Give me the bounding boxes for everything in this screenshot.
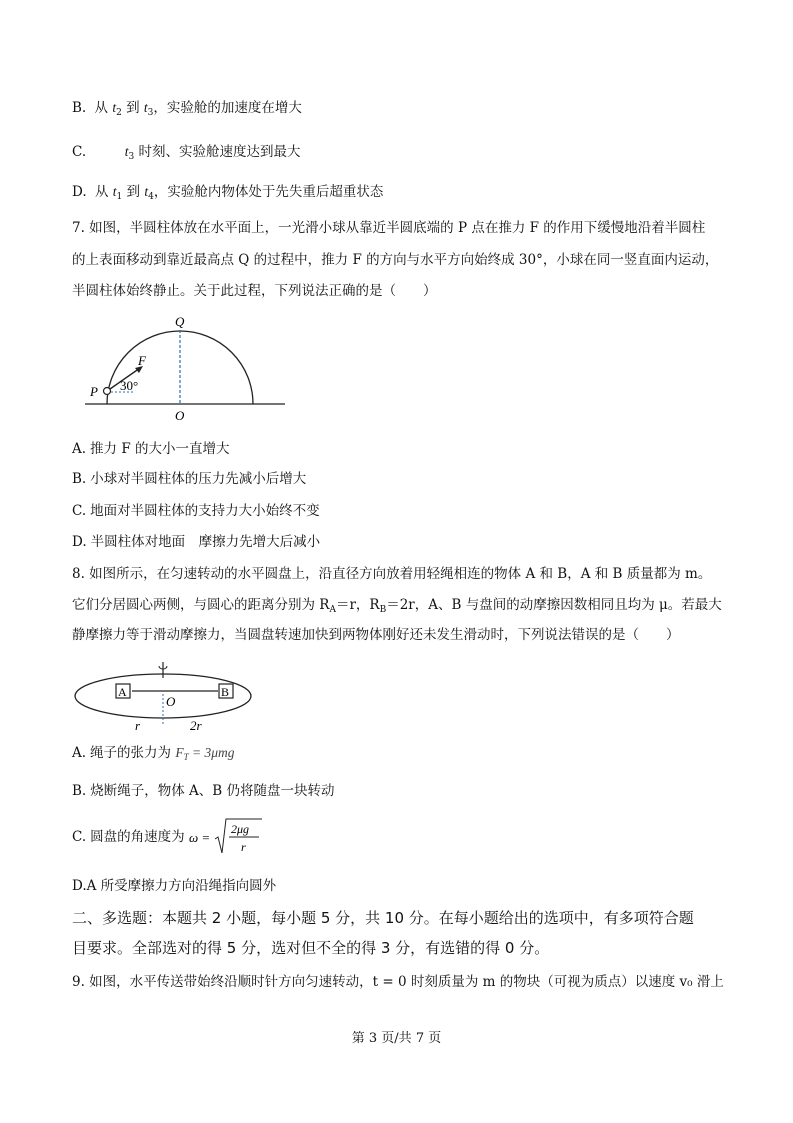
- label-b: B: [221, 685, 230, 699]
- ball-p: [104, 388, 111, 395]
- q7-stem-line-2: 的上表面移动到靠近最高点 Q 的过程中，推力 F 的方向与水平方向始终成 30°，小球在同一竖直面内运动，: [72, 252, 719, 268]
- q8-option-a: A. 绳子的张力为 $F_T = 3\mu mg$: [72, 745, 235, 762]
- label-r: r: [135, 718, 141, 733]
- q6-option-b: B. 从 $t_2$ 到 $t_3$，实验舱的加速度在增大: [72, 100, 302, 118]
- svg-text:r: r: [241, 840, 246, 854]
- q7-option-b: B. 小球对半圆柱体的压力先减小后增大: [72, 471, 307, 487]
- label-o: O: [166, 694, 176, 709]
- q7-stem-line-3: 半圆柱体始终静止。关于此过程，下列说法正确的是（ ）: [72, 283, 437, 299]
- q8-stem-line-1: 8. 如图所示，在匀速转动的水平圆盘上，沿直径方向放着用轻绳相连的物体 A 和 B，A 和 B 质量都为 m。: [72, 566, 712, 582]
- q8-option-c: C. 圆盘的角速度为: [72, 829, 185, 845]
- q7-half-cylinder-figure: [80, 312, 290, 422]
- q7-option-a: A. 推力 F 的大小一直增大: [72, 441, 230, 457]
- label-a: A: [118, 685, 127, 699]
- omega-formula: [187, 815, 267, 859]
- label-p: P: [90, 384, 98, 399]
- svg-text:2μg: 2μg: [231, 822, 250, 836]
- q6-option-d: D. 从 $t_1$ 到 $t_4$，实验舱内物体处于先失重后超重状态: [72, 184, 384, 202]
- label-2r: 2r: [190, 718, 202, 733]
- tension-formula: $F_T = 3\mu mg$: [175, 745, 235, 762]
- label-q: Q: [175, 314, 185, 329]
- q8-disc-figure: [70, 654, 260, 738]
- label-o: O: [175, 408, 185, 422]
- q6-option-c: C. $t_3$ 时刻、实验舱速度达到最大: [72, 144, 301, 162]
- section2-heading-line-1: 二、多选题：本题共 2 小题，每小题 5 分，共 10 分。在每小题给出的选项中，有多项符合题: [72, 909, 694, 927]
- q7-option-d: D. 半圆柱体对地面 摩擦力先增大后减小: [72, 534, 321, 550]
- q8-stem-line-2: 它们分居圆心两侧，与圆心的距离分别为 $R_A=r$，$R_B=2r$，A、B 与盘间的动摩擦因数相同且均为 μ。若最大: [72, 597, 722, 615]
- label-angle: 30°: [120, 378, 139, 393]
- section2-heading-line-2: 目要求。全部选对的得 5 分，选对但不全的得 3 分，有选错的得 0 分。: [72, 939, 550, 957]
- q7-option-c: C. 地面对半圆柱体的支持力大小始终不变: [72, 503, 320, 519]
- q8-stem-line-3: 静摩擦力等于滑动摩擦力，当圆盘转速加快到两物体刚好还未发生滑动时，下列说法错误的是（ ）: [72, 627, 680, 643]
- q8-option-d: D.A 所受摩擦力方向沿绳指向圆外: [72, 878, 277, 894]
- svg-text:ω =: ω =: [189, 830, 211, 845]
- page-footer: 第 3 页/共 7 页: [351, 1031, 442, 1046]
- q9-stem-line-1: 9. 如图，水平传送带始终沿顺时针方向匀速转动，t = 0 时刻质量为 m 的物块（可视为质点）以速度 v₀ 滑上: [72, 974, 724, 990]
- q7-stem-line-1: 7. 如图，半圆柱体放在水平面上，一光滑小球从靠近半圆底端的 P 点在推力 F 的作用下缓慢地沿着半圆柱: [72, 220, 706, 236]
- q8-option-b: B. 烧断绳子，物体 A、B 仍将随盘一块转动: [72, 783, 335, 799]
- label-f: F: [138, 353, 146, 368]
